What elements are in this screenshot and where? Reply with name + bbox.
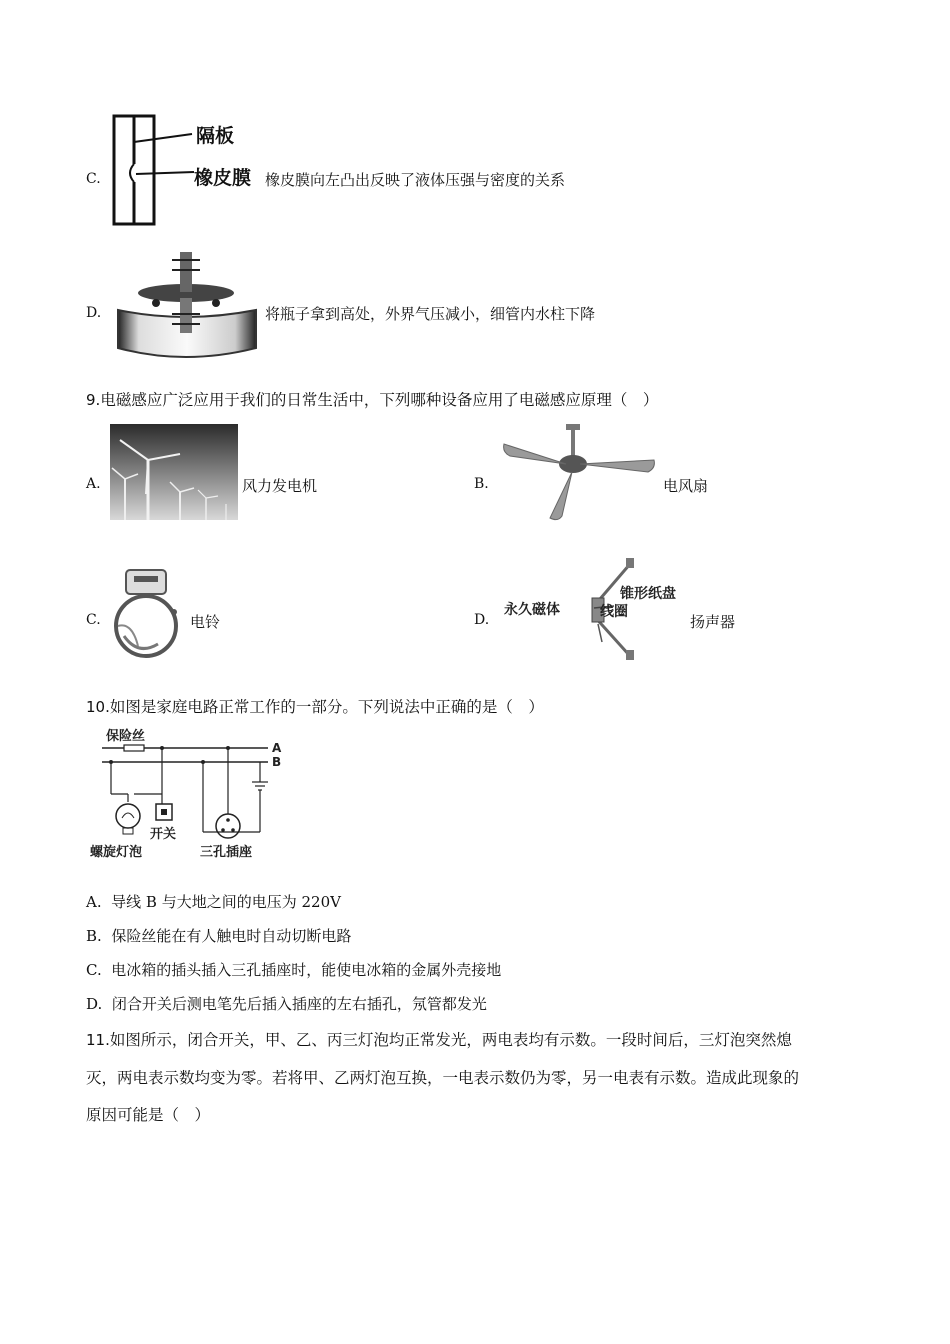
option-text: 保险丝能在有人触电时自动切断电路	[111, 927, 352, 945]
socket-symbol	[216, 814, 240, 838]
q8-option-c-figure	[108, 112, 268, 230]
label-coil: 线圈	[600, 604, 628, 620]
q8-option-d-text: 将瓶子拿到高处，外界气压减小，细管内水柱下降	[265, 305, 596, 323]
wind-turbine-photo	[110, 424, 238, 520]
option-letter: C.	[86, 961, 102, 979]
q9-option-d-letter: D.	[474, 612, 490, 628]
q11-line-2: 灭，两电表示数均变为零。若将甲、乙两灯泡互换，一电表示数仍为零，另一电表有示数。造成此现象的	[86, 1069, 800, 1087]
q8-option-c-text: 橡皮膜向左凸出反映了液体压强与密度的关系	[265, 171, 566, 189]
label-fuse: 保险丝	[106, 729, 146, 744]
label-wire-a: A	[272, 741, 282, 755]
q11-line-1	[86, 1028, 792, 1050]
label-membrane: 橡皮膜	[194, 167, 252, 189]
speaker-figure	[502, 558, 690, 662]
label-bulb: 螺旋灯泡	[90, 845, 143, 860]
q11-number: 11.	[86, 1031, 110, 1049]
q10-number: 10.	[86, 698, 110, 716]
q9-option-d-text: 扬声器	[690, 613, 736, 631]
label-socket: 三孔插座	[200, 845, 253, 860]
q10-stem	[86, 695, 544, 717]
q11-text-1: 如图所示，闭合开关，甲、乙、丙三灯泡均正常发光，两电表均有示数。一段时间后，三灯泡突然熄	[109, 1031, 792, 1049]
option-letter: A.	[86, 893, 102, 911]
option-text: 导线 B 与大地之间的电压为 220V	[111, 893, 341, 911]
q9-option-c-text: 电铃	[190, 613, 221, 631]
q11-line-3: 原因可能是（ ）	[86, 1106, 211, 1124]
q9-option-b-text: 电风扇	[663, 477, 709, 495]
q10-option-a	[86, 891, 341, 912]
q9-number: 9.	[86, 391, 101, 409]
q8-option-d-figure	[110, 248, 265, 363]
electric-bell-figure	[108, 566, 188, 662]
option-text: 电冰箱的插头插入三孔插座时，能使电冰箱的金属外壳接地	[111, 961, 502, 979]
q9-option-a-letter: A.	[86, 476, 101, 492]
q9-stem	[86, 388, 658, 410]
household-circuit-figure	[88, 726, 288, 864]
option-letter: D.	[86, 995, 103, 1013]
leader-line-partition	[134, 134, 192, 142]
bulb-symbol	[116, 804, 140, 828]
glass-tube-top	[180, 252, 192, 292]
label-cone: 锥形纸盘	[620, 586, 676, 602]
leader-line-membrane	[136, 172, 194, 174]
q9-option-c-letter: C.	[86, 612, 101, 628]
q9-stem-text: 电磁感应广泛应用于我们的日常生活中，下列哪种设备应用了电磁感应原理（ ）	[100, 391, 659, 409]
rubber-membrane	[130, 164, 134, 182]
label-partition: 隔板	[196, 125, 235, 147]
label-magnet: 永久磁体	[504, 602, 560, 618]
option-text: 闭合开关后测电笔先后插入插座的左右插孔，氖管都发光	[111, 995, 487, 1013]
q9-option-a-text: 风力发电机	[242, 477, 318, 495]
q8-option-d-letter: D.	[86, 305, 102, 321]
dot	[152, 299, 160, 307]
q9-option-b-letter: B.	[474, 476, 489, 492]
q8-option-c-letter: C.	[86, 171, 101, 187]
fuse-symbol	[124, 745, 144, 751]
option-letter: B.	[86, 927, 102, 945]
q10-option-c	[86, 959, 501, 980]
label-switch: 开关	[150, 827, 177, 842]
label-wire-b: B	[272, 755, 282, 769]
glass-tube-bottom	[180, 298, 192, 333]
dot	[212, 299, 220, 307]
q10-option-b	[86, 925, 351, 946]
ceiling-fan-figure	[500, 422, 660, 522]
q10-stem-text: 如图是家庭电路正常工作的一部分。下列说法中正确的是（ ）	[109, 698, 544, 716]
q10-option-d	[86, 993, 487, 1014]
